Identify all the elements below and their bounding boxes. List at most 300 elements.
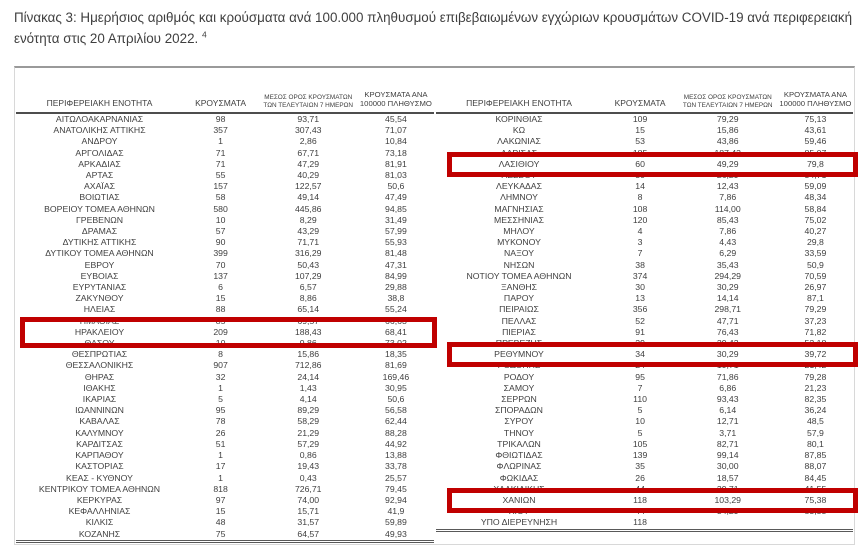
table-row — [436, 113, 854, 125]
table-cell: ΧΑΝΙΩΝ — [502, 494, 536, 505]
table-cell: 298,71 — [714, 304, 742, 315]
table-cell: 8 — [218, 349, 223, 360]
table-cell: ΤΡΙΚΑΛΩΝ — [497, 438, 541, 449]
table-cell — [778, 517, 853, 530]
table-row — [436, 316, 854, 327]
table-cell: 9,86 — [299, 338, 317, 349]
table-cell: 49,93 — [385, 528, 407, 539]
table-cell: 47,49 — [385, 192, 407, 203]
table-cell: 103,29 — [714, 494, 742, 505]
table-cell: 68,41 — [385, 326, 407, 337]
table-cell: 1,43 — [299, 382, 317, 393]
table-cell: 19,43 — [297, 461, 320, 472]
table-cell: ΑΡΤΑΣ — [85, 170, 114, 181]
table-cell: 51 — [215, 438, 226, 449]
table-cell: ΕΒΡΟΥ — [84, 259, 115, 270]
table-cell: 39,71 — [716, 483, 739, 494]
table-cell: 26 — [635, 472, 645, 483]
table-cell: 76,43 — [716, 326, 739, 337]
page-title — [14, 7, 854, 50]
table-row — [16, 271, 434, 282]
table-cell: ΚΑΛΥΜΝΟΥ — [75, 427, 124, 438]
table-cell: 357 — [213, 125, 228, 136]
table-row — [16, 148, 434, 159]
table-cell: 88 — [215, 304, 226, 315]
table-cell: 7 — [637, 248, 643, 259]
table-cell: 7 — [637, 382, 643, 393]
table-cell: ΔΥΤΙΚΟΥ ΤΟΜΕΑ ΑΘΗΝΩΝ — [45, 248, 154, 259]
table-cell: ΖΑΚΥΝΘΟΥ — [75, 293, 124, 304]
table-cell: ΠΑΡΟΥ — [503, 293, 535, 304]
table-cell: 29,43 — [716, 338, 739, 349]
table-cell: 26 — [215, 427, 226, 438]
table-cell: ΑΡΚΑΔΙΑΣ — [78, 158, 121, 169]
table-cell: 41,9 — [387, 506, 405, 517]
table-row — [436, 439, 854, 450]
table-cell: 59,89 — [385, 517, 407, 528]
table-cell: ΚΕΦΑΛΛΗΝΙΑΣ — [68, 506, 131, 517]
table-cell: 105 — [632, 438, 648, 449]
table-cell: 18,35 — [385, 349, 407, 360]
table-row — [436, 181, 854, 192]
table-row — [436, 372, 854, 383]
table-cell: 3,71 — [719, 427, 737, 438]
table-cell: 83,53 — [804, 506, 827, 517]
table-row — [436, 327, 854, 338]
table-cell: ΜΥΚΟΝΟΥ — [497, 237, 541, 248]
table-cell: ΗΡΑΚΛΕΙΟΥ — [74, 326, 125, 337]
table-cell: ΒΟΡΕΙΟΥ ΤΟΜΕΑ ΑΘΗΝΩΝ — [44, 203, 155, 214]
table-cell: 73,02 — [385, 338, 407, 349]
table-cell: 6,86 — [719, 382, 737, 393]
table-cell: 50,9 — [806, 259, 824, 270]
table-cell: 89,29 — [297, 405, 320, 416]
table-row — [16, 461, 434, 472]
table-cell: 169,46 — [382, 371, 410, 382]
table-cell: ΚΑΣΤΟΡΙΑΣ — [75, 461, 124, 472]
table-cell: 44,92 — [385, 438, 407, 449]
left-table-panel — [15, 68, 435, 543]
table-cell: ΧΑΛΚΙΔΙΚΗΣ — [493, 483, 545, 494]
table-cell: 10,84 — [385, 136, 407, 147]
table-cell: 71,07 — [385, 125, 407, 136]
table-cell: ΝΟΤΙΟΥ ΤΟΜΕΑ ΑΘΗΝΩΝ — [466, 270, 572, 281]
table-cell: 818 — [213, 483, 228, 494]
table-cell: ΝΑΞΟΥ — [504, 248, 534, 259]
table-cell: 64,57 — [297, 528, 320, 539]
table-cell: 59,46 — [804, 136, 827, 147]
highlight-box-ΧΑΝΙΩΝ — [447, 488, 859, 513]
table-row — [16, 439, 434, 450]
table-row — [16, 517, 434, 528]
table-cell: 0,86 — [299, 450, 317, 461]
table-cell: 907 — [213, 360, 228, 371]
table-row — [436, 473, 854, 484]
table-cell: 87,1 — [806, 293, 824, 304]
table-cell: 25,57 — [385, 472, 407, 483]
table-cell: 316,29 — [294, 248, 322, 259]
table-cell: 34 — [635, 349, 645, 360]
table-row — [16, 159, 434, 170]
table-cell: 374 — [632, 270, 648, 281]
table-cell: 81,91 — [385, 158, 407, 169]
header-row — [436, 68, 854, 113]
table-cell: 82,71 — [716, 438, 739, 449]
table-cell: ΚΑΒΑΛΑΣ — [79, 416, 120, 427]
table-cell: 52 — [635, 315, 645, 326]
column-header-cases: ΚΡΟΥΣΜΑΤΑ — [183, 68, 258, 113]
table-cell: ΚΕΡΚΥΡΑΣ — [76, 494, 123, 505]
table-row — [436, 204, 854, 215]
table-cell: ΣΕΡΡΩΝ — [501, 394, 537, 405]
table-cell: 118 — [633, 517, 647, 528]
table-row — [436, 461, 854, 472]
table-cell: 87,85 — [804, 450, 827, 461]
table-row — [16, 226, 434, 237]
table-cell: 0,43 — [299, 472, 317, 483]
header-row — [16, 68, 434, 113]
table-cell: 92,94 — [385, 494, 407, 505]
table-cell: 185 — [632, 147, 648, 158]
table-cell: 43,61 — [804, 125, 827, 136]
table-cell: 1 — [218, 472, 223, 483]
table-cell: ΡΕΘΥΜΝΟΥ — [494, 349, 544, 360]
table-cell: 69,57 — [297, 315, 320, 326]
column-header-cases: ΚΡΟΥΣΜΑΤΑ — [603, 68, 678, 113]
table-cell: 57,29 — [297, 438, 320, 449]
table-cell: 88,28 — [385, 427, 407, 438]
table-cell: 71 — [215, 147, 226, 158]
table-cell: ΚΩ — [512, 125, 526, 136]
table-cell: 5 — [637, 427, 643, 438]
table-cell: 75 — [215, 528, 226, 539]
column-header-region: ΠΕΡΙΦΕΡΕΙΑΚΗ ΕΝΟΤΗΤΑ — [16, 68, 183, 113]
table-cell: 35,43 — [716, 259, 739, 270]
table-cell: 30,00 — [716, 461, 739, 472]
table-cell: 53 — [635, 136, 645, 147]
table-cell: 79,8 — [806, 158, 824, 169]
table-cell: ΜΗΛΟΥ — [503, 226, 535, 237]
table-cell: 10 — [215, 214, 226, 225]
table-cell: 118 — [633, 494, 647, 505]
table-row — [16, 293, 434, 304]
table-cell: 43,86 — [716, 136, 739, 147]
table-cell: 99,14 — [716, 450, 739, 461]
table-cell: ΣΑΜΟΥ — [503, 382, 535, 393]
table-cell: ΤΗΝΟΥ — [503, 427, 535, 438]
table-cell: 67,71 — [297, 147, 320, 158]
table-cell: 32 — [215, 371, 226, 382]
table-cell: 15 — [635, 125, 645, 136]
table-cell: 36,24 — [804, 405, 827, 416]
table-cell: 81,48 — [385, 248, 407, 259]
table-cell: ΠΕΛΛΑΣ — [501, 315, 537, 326]
table-cell: 294,29 — [714, 270, 742, 281]
table-row — [436, 450, 854, 461]
table-row — [436, 136, 854, 147]
table-cell: 24,14 — [297, 371, 320, 382]
table-cell: 15,86 — [716, 125, 739, 136]
table-cell: ΚΑΡΠΑΘΟΥ — [75, 450, 124, 461]
table-row — [16, 416, 434, 427]
table-row — [436, 428, 854, 439]
table-cell: ΕΥΡΥΤΑΝΙΑΣ — [72, 282, 127, 293]
table-cell: 12,71 — [716, 416, 739, 427]
table-cell: 13 — [635, 293, 645, 304]
table-cell: ΙΘΑΚΗΣ — [83, 382, 116, 393]
table-cell: 38 — [635, 259, 645, 270]
table-cell: 209 — [213, 326, 228, 337]
table-cell: 139 — [632, 450, 648, 461]
table-row — [436, 416, 854, 427]
table-cell: 79,29 — [716, 114, 739, 124]
table-cell: 188,43 — [294, 326, 322, 337]
table-cell: 15,71 — [297, 506, 320, 517]
table-cell: 35 — [635, 461, 645, 472]
table-cell: ΛΕΥΚΑΔΑΣ — [496, 181, 542, 192]
table-cell: 1 — [218, 450, 223, 461]
table-cell: 82,35 — [804, 394, 827, 405]
table-row — [436, 304, 854, 315]
table-cell: 41,55 — [804, 483, 827, 494]
table-cell: 44 — [635, 506, 645, 517]
table-cell: ΛΗΜΝΟΥ — [500, 192, 538, 203]
table-cell: ΑΝΑΤΟΛΙΚΗΣ ΑΤΤΙΚΗΣ — [53, 125, 146, 136]
table-cell: 94,85 — [385, 203, 407, 214]
table-row — [436, 215, 854, 226]
table-cell: 55,24 — [385, 304, 407, 315]
table-cell: 47,29 — [297, 158, 320, 169]
table-cell: 5 — [218, 394, 223, 405]
table-cell: 107,29 — [294, 270, 322, 281]
table-cell: 48,34 — [804, 192, 827, 203]
table-cell: 13,88 — [385, 450, 407, 461]
table-cell: ΑΧΑΪΑΣ — [84, 181, 115, 192]
table-cell: ΜΕΣΣΗΝΙΑΣ — [494, 214, 544, 225]
table-cell: 39,72 — [804, 349, 827, 360]
table-cell: 45,54 — [385, 114, 407, 124]
table-row — [16, 405, 434, 416]
table-cell: 95 — [215, 405, 226, 416]
table-cell: 7,86 — [719, 226, 737, 237]
table-cell: ΛΑΡΙΣΑΣ — [500, 147, 538, 158]
table-cell: ΜΑΓΝΗΣΙΑΣ — [494, 203, 544, 214]
table-cell: 8,29 — [299, 214, 317, 225]
table-cell: ΛΕΣΒΟΥ — [501, 170, 537, 181]
table-row — [16, 394, 434, 405]
table-cell: 66,63 — [385, 315, 407, 326]
table-cell: 5 — [637, 405, 643, 416]
table-row — [16, 125, 434, 136]
table-cell: 49,14 — [297, 192, 320, 203]
table-cell: ΠΕΙΡΑΙΩΣ — [499, 304, 539, 315]
table-cell: ΚΕΝΤΡΙΚΟΥ ΤΟΜΕΑ ΑΘΗΝΩΝ — [38, 483, 161, 494]
table-cell: 38,8 — [387, 293, 405, 304]
table-cell: 97 — [215, 494, 226, 505]
table-cell: 30,29 — [716, 282, 739, 293]
table-row — [436, 125, 854, 136]
table-cell: 24 — [635, 360, 645, 371]
table-row — [16, 349, 434, 360]
table-cell: 58,29 — [297, 416, 320, 427]
table-cell: 31,49 — [385, 214, 407, 225]
table-cell: 445,86 — [294, 203, 322, 214]
table-cell: 71 — [215, 158, 226, 169]
column-header-per-100k: ΚΡΟΥΣΜΑΤΑ ΑΝΑ 100000 ΠΛΗΘΥΣΜΟ — [358, 68, 433, 113]
table-cell: ΚΙΛΚΙΣ — [85, 517, 114, 528]
table-cell: 4,14 — [299, 394, 317, 405]
table-row — [16, 282, 434, 293]
table-cell: 98 — [215, 114, 226, 124]
column-header-per-100k: ΚΡΟΥΣΜΑΤΑ ΑΝΑ 100000 ΠΛΗΘΥΣΜΟ — [778, 68, 853, 113]
table-cell: 58,84 — [804, 203, 827, 214]
table-cell: ΦΛΩΡΙΝΑΣ — [496, 461, 542, 472]
table-row — [436, 271, 854, 282]
table-cell: 34,71 — [804, 170, 827, 181]
table-row — [436, 383, 854, 394]
table-row — [16, 136, 434, 147]
table-cell: 75,13 — [804, 114, 827, 124]
table-cell: ΔΡΑΜΑΣ — [81, 226, 118, 237]
table-cell: ΣΥΡΟΥ — [504, 416, 534, 427]
table-cell: 70 — [215, 259, 226, 270]
table-cell: 8,86 — [299, 293, 317, 304]
table-cell: ΘΗΡΑΣ — [84, 371, 115, 382]
table-cell: 21,29 — [297, 427, 320, 438]
table-row — [436, 237, 854, 248]
table-cell: 79,28 — [804, 371, 827, 382]
table-cell: 84,99 — [385, 270, 407, 281]
table-cell: 26,97 — [804, 282, 827, 293]
table-cell: 26,29 — [716, 170, 739, 181]
table-cell: 48 — [215, 517, 226, 528]
column-header-7day-avg: ΜΕΣΟΣ ΟΡΟΣ ΚΡΟΥΣΜΑΤΩΝ ΤΩΝ ΤΕΛΕΥΤΑΙΩΝ 7 ΗΜΕΡΩΝ — [258, 68, 358, 113]
table-row — [16, 192, 434, 203]
table-cell: 108 — [632, 203, 648, 214]
table-cell: ΧΙΟΥ — [508, 506, 530, 517]
table-cell: 15 — [215, 293, 226, 304]
table-row — [16, 529, 434, 542]
highlight-box-ΡΕΘΥΜΝΟΥ — [447, 342, 859, 367]
table-cell: 65,14 — [297, 304, 320, 315]
table-cell: 6,29 — [719, 248, 737, 259]
table-cell: 40,29 — [297, 170, 320, 181]
table-cell: 48,5 — [806, 416, 824, 427]
table-cell: 187,43 — [714, 147, 742, 158]
table-cell: 726,71 — [294, 483, 322, 494]
table-cell: ΠΙΕΡΙΑΣ — [502, 326, 536, 337]
table-row — [436, 248, 854, 259]
table-cell: 50,6 — [387, 394, 405, 405]
table-row — [16, 428, 434, 439]
table-cell: 30,95 — [385, 382, 407, 393]
table-cell: 70,59 — [804, 270, 827, 281]
table-cell: 3 — [637, 237, 643, 248]
table-cell: 15 — [215, 506, 226, 517]
table-cell: 56,58 — [385, 405, 407, 416]
table-cell: ΙΚΑΡΙΑΣ — [82, 394, 117, 405]
table-cell: 399 — [213, 248, 228, 259]
table-cell: 71,86 — [716, 371, 739, 382]
table-row — [16, 383, 434, 394]
table-cell: ΦΘΙΩΤΙΔΑΣ — [495, 450, 543, 461]
table-cell: 33,59 — [804, 248, 827, 259]
table-cell: 137 — [213, 270, 228, 281]
table-cell: 52,18 — [804, 338, 827, 349]
table-cell: 1 — [218, 382, 223, 393]
table-row — [16, 237, 434, 248]
highlight-box-ΛΑΣΙΘΙΟΥ — [447, 152, 859, 177]
table-row — [16, 248, 434, 259]
table-row — [436, 282, 854, 293]
table-cell: 14 — [635, 181, 645, 192]
table-cell: 58 — [215, 192, 226, 203]
table-cell: 6 — [218, 282, 223, 293]
table-cell: ΓΡΕΒΕΝΩΝ — [75, 214, 123, 225]
table-cell: 109 — [632, 114, 648, 124]
table-cell: 110 — [633, 394, 647, 405]
highlight-box-ΗΡΑΚΛΕΙΟΥ — [20, 317, 437, 348]
table-cell: 15,86 — [297, 349, 320, 360]
column-header-region: ΠΕΡΙΦΕΡΕΙΑΚΗ ΕΝΟΤΗΤΑ — [436, 68, 603, 113]
table-row — [436, 226, 854, 237]
table-row — [436, 517, 854, 530]
table-cell: 580 — [213, 203, 228, 214]
table-cell: 71,82 — [804, 326, 827, 337]
table-row — [16, 506, 434, 517]
table-cell: ΞΑΝΘΗΣ — [500, 282, 538, 293]
table-cell: ΙΩΑΝΝΙΝΩΝ — [75, 405, 124, 416]
table-cell: 81,69 — [385, 360, 407, 371]
table-cell: 6,57 — [299, 282, 317, 293]
table-cell: 57,9 — [806, 427, 824, 438]
table-cell: 10 — [635, 416, 645, 427]
table-cell: 34,29 — [716, 506, 739, 517]
table-cell: 80,1 — [806, 438, 824, 449]
table-cell: 7,86 — [719, 192, 737, 203]
table-cell: 55 — [215, 170, 226, 181]
table-row — [16, 170, 434, 181]
regional-table-left — [16, 68, 434, 543]
table-row — [436, 394, 854, 405]
table-cell: 6,14 — [719, 405, 737, 416]
footnote-marker: 4 — [201, 29, 207, 40]
table-cell: 10 — [215, 338, 226, 349]
table-cell: 59,09 — [804, 181, 827, 192]
table-cell: 122,57 — [294, 181, 322, 192]
table-cell: 19,71 — [716, 360, 739, 371]
table-cell: 307,43 — [294, 125, 322, 136]
table-cell: ΒΟΙΩΤΙΑΣ — [79, 192, 120, 203]
table-cell: 55,93 — [385, 237, 407, 248]
table-cell: ΚΑΡΔΙΤΣΑΣ — [76, 438, 123, 449]
table-cell: 37,23 — [804, 315, 827, 326]
table-cell: 49,29 — [716, 158, 739, 169]
table-cell: 84,45 — [804, 472, 827, 483]
table-cell: ΚΟΡΙΝΘΙΑΣ — [495, 114, 543, 124]
table-cell: 60 — [635, 158, 645, 169]
table-cell: ΣΠΟΡΑΔΩΝ — [495, 405, 543, 416]
table-cell: 57,99 — [385, 226, 407, 237]
table-caption: Πίνακας 3: Ημερήσιος αριθμός και κρούσματα ανά 100.000 πληθυσμού επιβεβαιωμένων εγχώριων κρουσμάτων COVID-19 ανά περιφερειακή ενότητα στις 20 Απριλίου 2022. — [14, 10, 853, 47]
table-cell: 43,29 — [297, 226, 320, 237]
table-row — [436, 293, 854, 304]
table-cell: 29,8 — [806, 237, 824, 248]
table-cell: 30 — [635, 170, 645, 181]
table-cell — [678, 517, 778, 530]
table-cell: 33,78 — [385, 461, 407, 472]
table-cell: 50,43 — [297, 259, 320, 270]
